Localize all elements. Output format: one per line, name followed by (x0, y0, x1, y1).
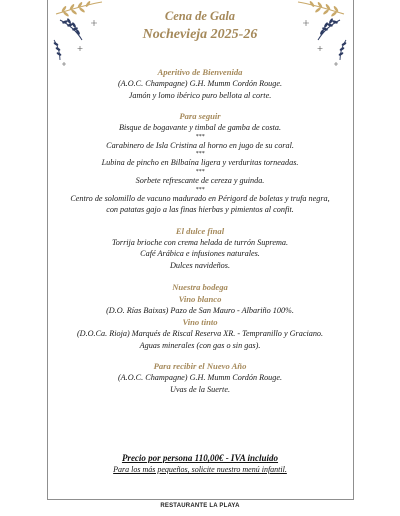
menu-line: Aguas minerales (con gas o sin gas). (139, 340, 261, 350)
menu-body (0, 66, 400, 405)
price-label: Precio por persona 110,00€ - IVA incluido (121, 453, 279, 463)
menu-line: Sorbete refrescante de cereza y guinda. (135, 175, 265, 185)
section-title: Para seguir (179, 111, 221, 122)
menu-line: Dulces navideños. (169, 260, 231, 270)
menu-line: Jamón y lomo ibérico puro bellota al corte. (128, 90, 272, 100)
menu-line: (A.O.C. Champagne) G.H. Mumm Cordón Rouge. (117, 373, 283, 383)
separator: *** (195, 133, 205, 140)
section-para-seguir (0, 110, 400, 216)
section-dulce-final (0, 225, 400, 272)
menu-line: con patatas gajo a las finas hierbas y pimientos al confit. (106, 205, 294, 215)
menu-line: Café Arábica e infusiones naturales. (140, 249, 260, 259)
menu-line: (D.O.Ca. Rioja) Marqués de Riscal Reserva XR. - Tempranillo y Graciano. (76, 329, 324, 339)
menu-line: Lubina de pincho en Bilbaína ligera y verduritas torneadas. (101, 158, 299, 168)
section-title: El dulce final (175, 225, 225, 236)
menu-title: Cena de Gala (164, 9, 236, 23)
menu-line: Torrija brioche con crema helada de turrón Suprema. (111, 237, 289, 247)
menu-subtitle: Nochevieja 2025-26 (142, 27, 258, 42)
section-title: Nuestra bodega (172, 281, 228, 292)
separator: *** (195, 186, 205, 193)
section-aperitivo (0, 66, 400, 101)
restaurant-name: RESTAURANTE LA PLAYA (160, 503, 240, 509)
separator: *** (195, 168, 205, 175)
kids-menu-note: Para los más pequeños, solicite nuestro menú infantil. (113, 465, 287, 474)
section-title: Para recibir el Nuevo Año (153, 361, 247, 372)
price-block (0, 452, 400, 475)
section-bodega (0, 281, 400, 352)
menu-line: (D.O. Rías Baixas) Pazo de San Mauro - Albariño 100%. (106, 305, 294, 315)
menu-line: (A.O.C. Champagne) G.H. Mumm Cordón Rouge. (117, 79, 283, 88)
section-title: Aperitivo de Bienvenida (157, 67, 243, 77)
menu-line: Carabinero de Isla Cristina al horno en jugo de su coral. (106, 140, 294, 150)
menu-line: Centro de solomillo de vacuno madurado en Périgord de boletas y trufa negra, (70, 193, 330, 203)
subsection-title: Vino tinto (182, 317, 218, 328)
separator: *** (195, 151, 205, 158)
menu-line: Uvas de la Suerte. (169, 384, 231, 394)
menu-line: Bisque de bogavante y timbal de gamba de costa. (118, 123, 282, 133)
section-nuevo-ano (0, 360, 400, 395)
subsection-title: Vino blanco (178, 293, 222, 304)
